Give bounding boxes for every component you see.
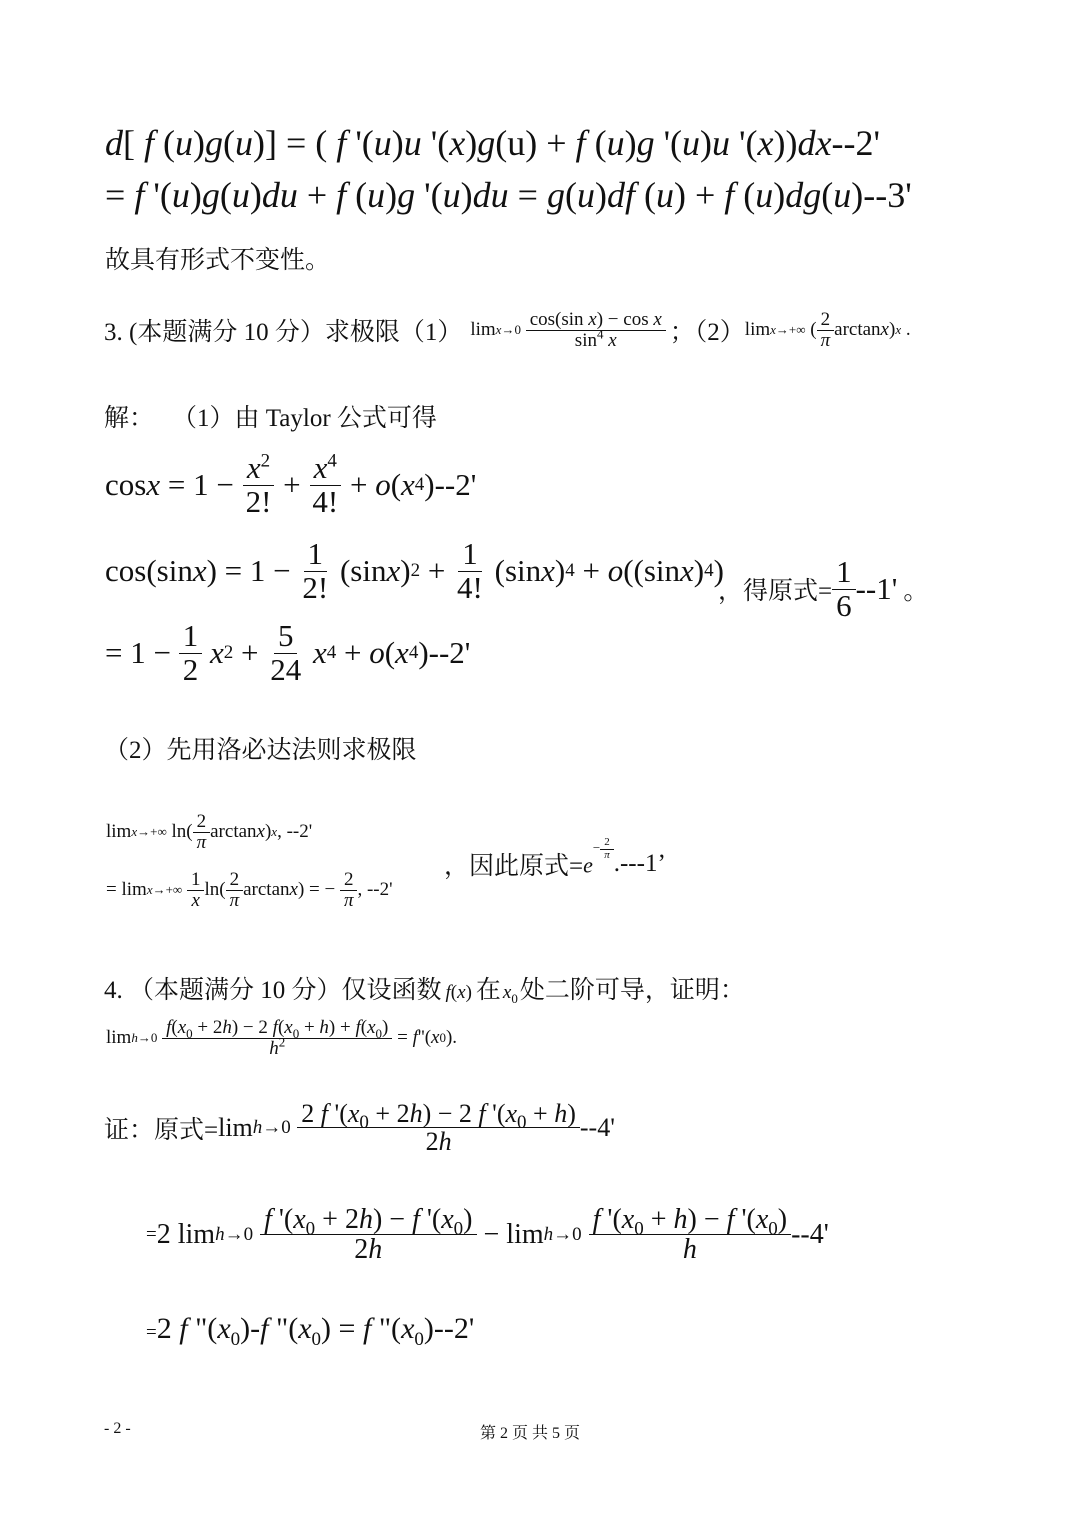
lhopital-line-2: = lim x→+∞ $\frac{1}{x}$ ln( $\frac{2}{\pi}$ arctan x ) = − $\frac{2}{\pi}$ , --2' [106,869,393,911]
score-mark: --4' [791,1218,829,1250]
proof-label: 证：原式= [104,1116,219,1144]
taylor-simplified: = 1 − $\frac{1}{2}$ x 2 + $\frac{5}{24}$ x 4 + o ( x 4 ) --2' [105,618,471,687]
solution-part-2: （2）先用洛必达法则求极限 [104,737,417,764]
lhopital-line-1: lim x→+∞ ln( $\frac{2}{\pi}$ arctan x ) x , --2' [106,811,313,853]
result-2-suffix: .---1’ [613,850,666,877]
result-1-end: 。 [903,578,929,606]
question-4-formula: lim h→0 $\frac{f(x_0 + 2h) - 2 f(x_0 + h) + f(x_0)}{h^2}$ = f ''( x 0 ). [106,1017,458,1059]
question-3-label: 3. (本题满分 10 分）求极限（1） [104,319,463,347]
proof-line-1: 证：原式= lim h→0 $\frac{2 f '(x_0 + 2h) - 2 f '(x_0 + h)}{2h}$ --4' [104,1099,615,1157]
limit-expression-1: lim x→0 $\frac{\text{cos(sin x) − cos x}}{\sin^4 x}$ [470,310,665,351]
proof-line-3: =2 f "$(x_0)-f$ "$(x_0) = f$ "$(x_0)--2'$ [146,1312,475,1350]
score-mark: , --2' [357,879,393,901]
solution-label: 解： [104,405,155,432]
solution-heading [104,398,437,434]
question-4-text-b: 在 [475,977,501,1004]
taylor-cos-sin-x: cos(sin x ) = 1 − $\frac{1}{2!}$ (sin x ) 2 + $\frac{1}{4!}$ (sin x ) 4 + o ((sin x ) 4 ) [105,536,724,605]
question-3 [104,310,911,351]
equation-line-2: = f '(u)g(u)du + f (u)g '(u)du = g(u)df (u) + f (u)dg(u)--3' [105,175,912,215]
question-4: 4. （本题满分 10 分）仅设函数 f(x) 在 $x_0$ 处二阶可导，证明： [104,970,745,1006]
equation-line-1: d[ f (u)g(u)] = ( f '(u)u '(x)g(u) + f (u)g '(u)u '(x))dx--2' [105,123,880,163]
question-4-text-a: 4. （本题满分 10 分）仅设函数 [104,977,442,1004]
limit-expression-2: lim x→+∞ ( $\frac{2}{\pi}$ arctan x ) x . [744,309,911,351]
score-mark: --2' [428,635,471,671]
result-1: ，得原式= $\frac{1}{6}$ --1' 。 [718,554,929,623]
result-2-prefix: ，因此原式= [444,853,584,880]
solution-part-1: （1）由 Taylor 公式可得 [172,405,437,432]
score-mark: --2' [831,123,880,163]
score-mark: --2' [433,1312,475,1345]
page-info: 第 2 页 共 5 页 [480,1425,581,1442]
proof-line-2: = 2 lim h→0 $\frac{f '(x_0 + 2h) - f '(x_0)}{2h}$ − lim h→0 $\frac{f '(x_0 + h) - f '(x_0)}{h}$ --4' [146,1204,829,1266]
page-number: - 2 - [104,1420,131,1437]
question-3-separator: ；（2） [669,319,745,347]
conclusion-text: 故具有形式不变性。 [105,247,331,274]
result-2: ，因此原式= $e^{- \frac{2}{\pi}}$ .---1’ [444,836,666,880]
score-mark: --1' [855,571,898,607]
question-4-text-c: 处二阶可导，证明： [519,977,745,1004]
taylor-cos-x: cos x = 1 − $\frac{x^2}{2!}$ + $\frac{x^4}{4!}$ + o ( x 4 ) --2' [105,450,477,519]
score-mark: --4' [579,1112,615,1142]
result-1-prefix: ，得原式= [718,578,833,606]
score-mark: --2' [434,467,477,503]
score-mark: --3' [863,175,912,215]
score-mark: , --2' [277,821,313,843]
